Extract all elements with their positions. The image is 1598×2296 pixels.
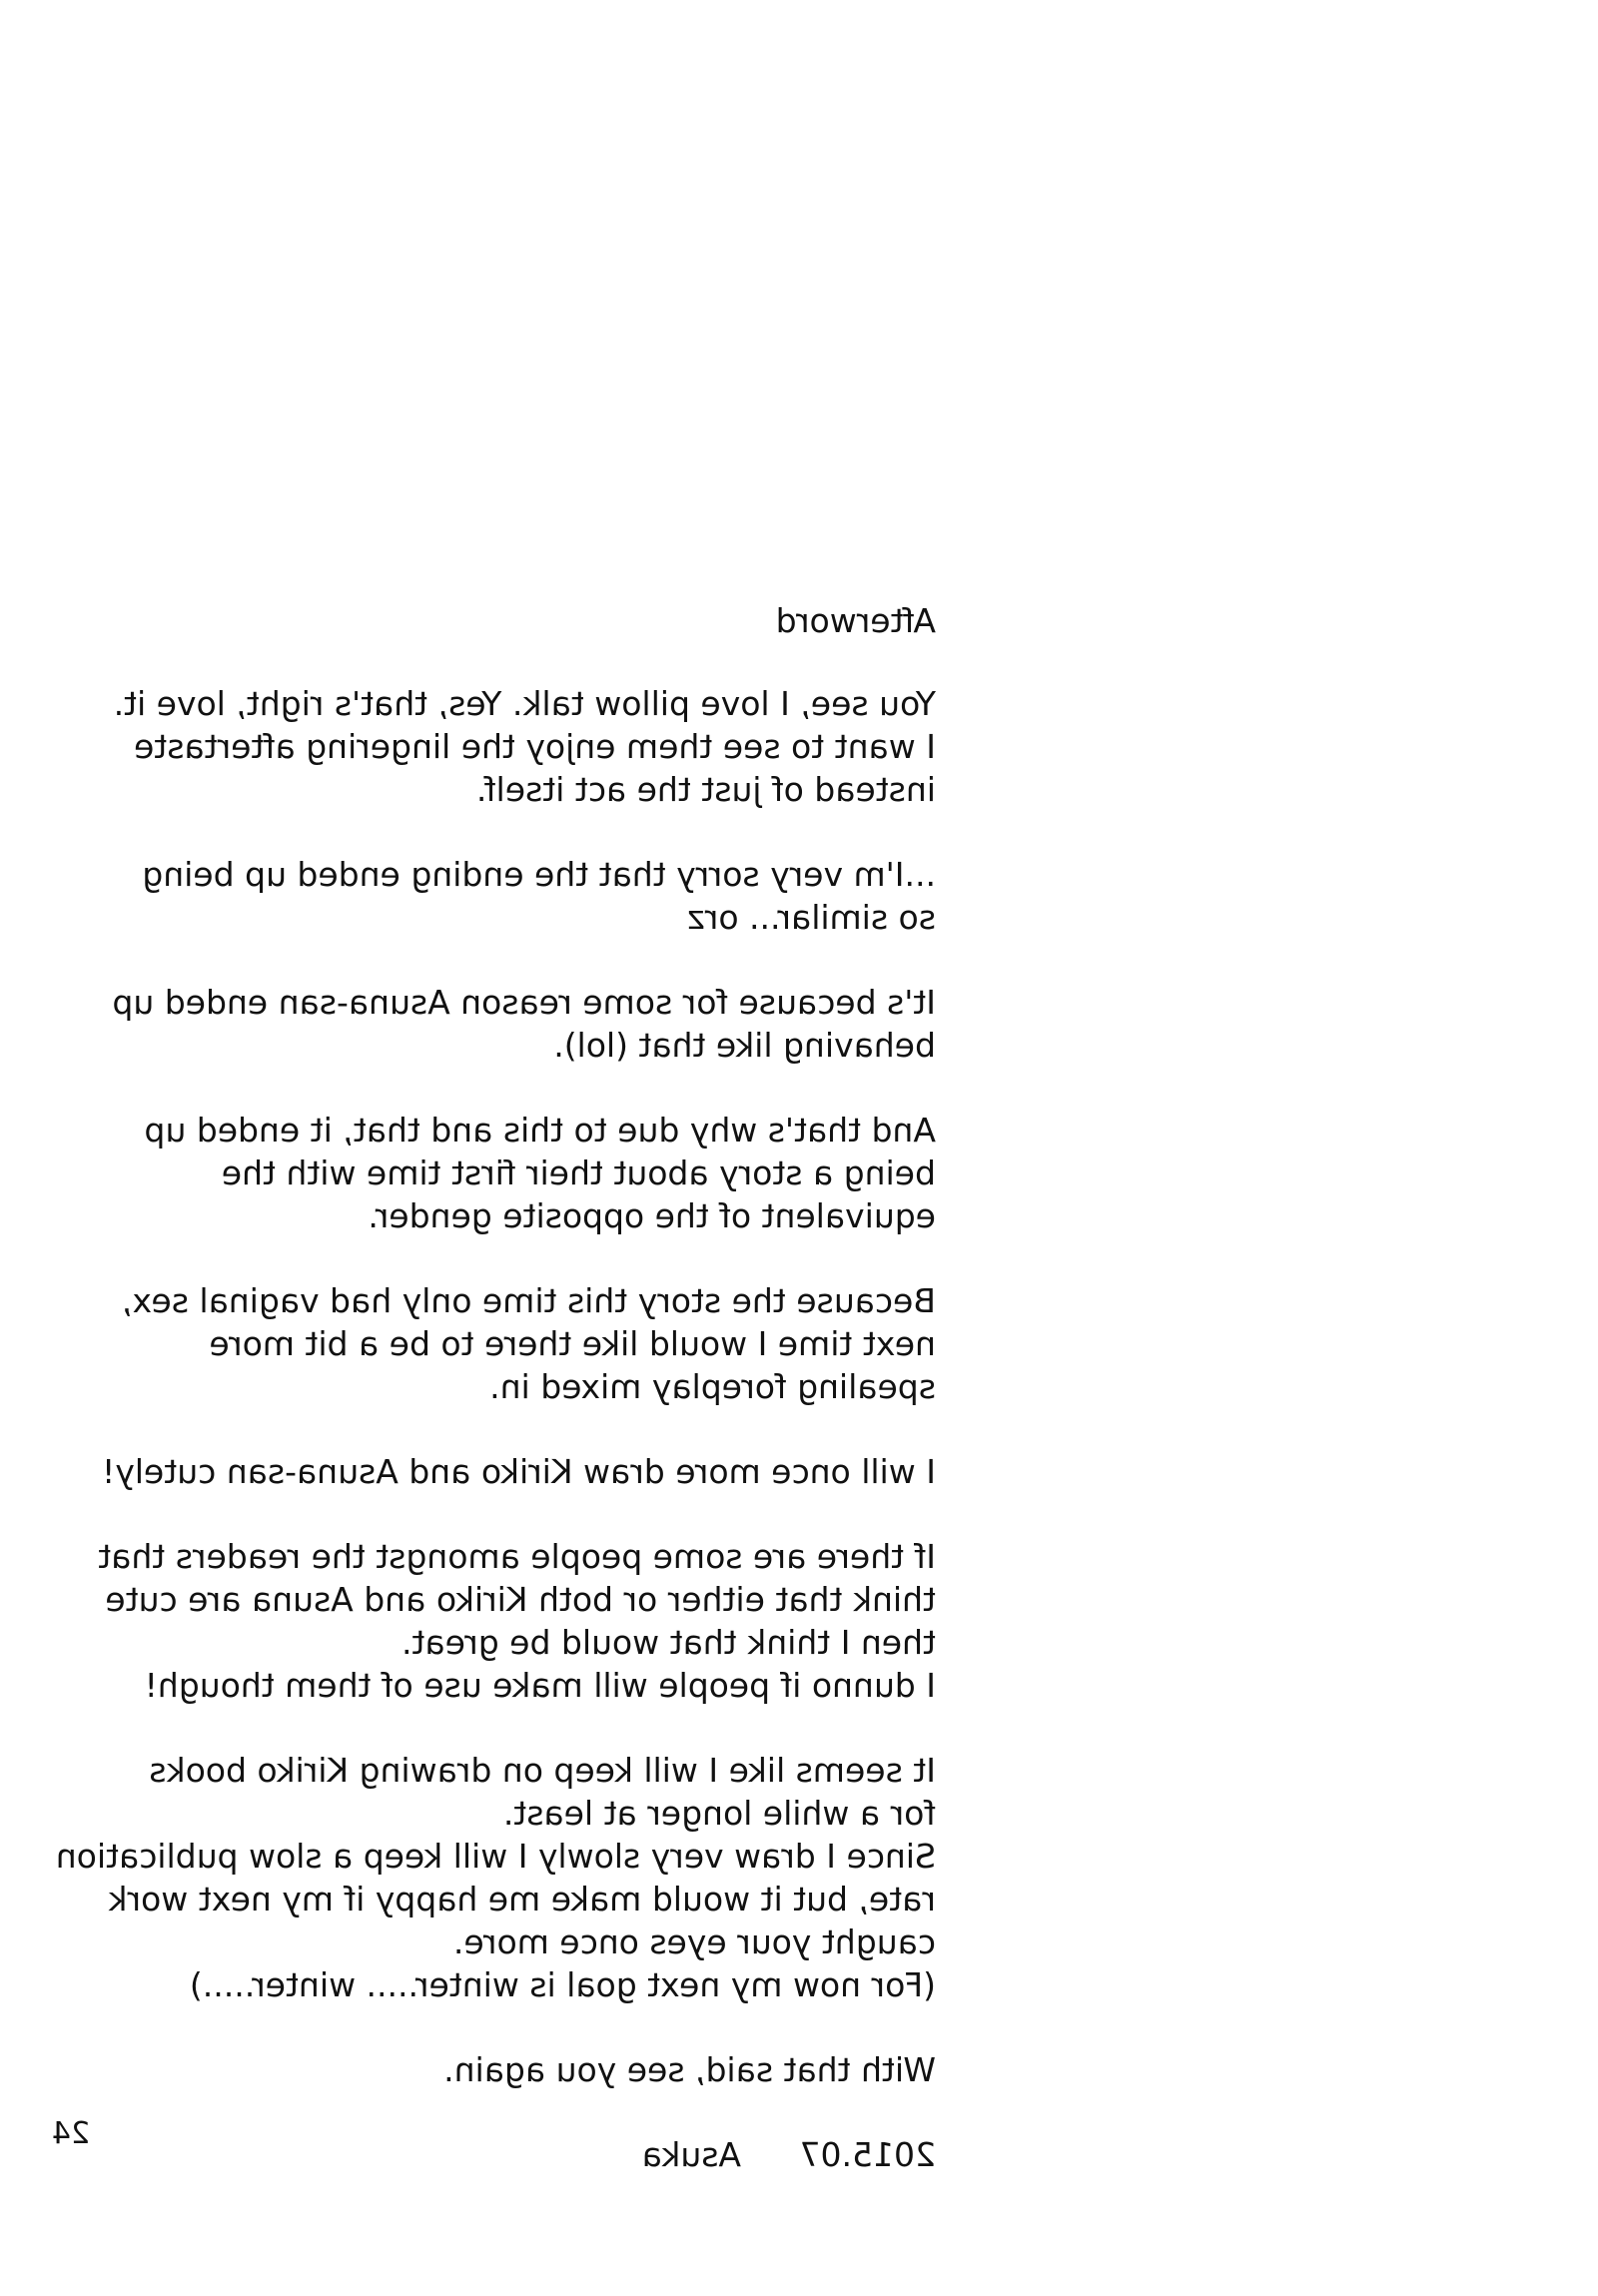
- text-line: I want to see them enjoy the lingering aftertaste: [134, 727, 936, 766]
- text-line: If there are some people amongst the readers that: [98, 1537, 936, 1576]
- text-line: behaving like that (lol).: [553, 1026, 936, 1065]
- text-line: so similar... orz: [687, 898, 936, 937]
- page-number: 24: [51, 2116, 90, 2151]
- paragraph-6: [57, 1450, 936, 1493]
- text-line: It seems like I will keep on drawing Kiriko books: [149, 1751, 936, 1790]
- paragraph-7: [57, 1535, 936, 1707]
- text-line: I dunno if people will make use of them though!: [144, 1666, 936, 1705]
- paragraph-8: [57, 1749, 936, 2006]
- text-line: then I think that would be great.: [400, 1623, 936, 1662]
- text-line: for a while longer at least.: [502, 1794, 936, 1833]
- text-line: spealing foreplay mixed in.: [489, 1367, 936, 1406]
- text-line: With that said, see you again.: [443, 2050, 936, 2089]
- text-line: caught your eyes once more.: [452, 1922, 936, 1961]
- paragraph-9: [57, 2048, 936, 2091]
- text-line: equivalent of the opposite gender.: [368, 1196, 936, 1235]
- page-title: Afterword: [775, 601, 936, 640]
- paragraph-4: [57, 1109, 936, 1237]
- text-line: You see, I love pillow talk. Yes, that's right, love it.: [113, 684, 936, 723]
- paragraph-2: [57, 853, 936, 939]
- paragraph-1: [57, 682, 936, 811]
- text-line: rate, but it would make me happy if my next work: [108, 1880, 936, 1918]
- text-line: next time I would like there to be a bit more: [209, 1324, 936, 1363]
- text-line: instead of just the act itself.: [475, 770, 936, 809]
- paragraph-3: [57, 981, 936, 1067]
- text-line: (For now my next goal is winter..... winter.....): [189, 1965, 936, 2004]
- text-line: Since I draw very slowly I will keep a slow publication: [55, 1837, 936, 1876]
- paragraph-5: [57, 1279, 936, 1408]
- text-line: It's because for some reason Asuna-san ended up: [112, 983, 936, 1022]
- signature-date: 2015.07: [799, 2135, 936, 2174]
- signature: [57, 2133, 936, 2176]
- text-line: ...I'm very sorry that the ending ended up being: [142, 855, 936, 894]
- text-line: Because the story this time only had vaginal sex,: [122, 1281, 936, 1320]
- text-line: being a story about their first time with the: [221, 1153, 936, 1192]
- afterword-column: [57, 599, 936, 2176]
- signature-author: Asuka: [641, 2135, 742, 2174]
- text-line: And that's why due to this and that, it ended up: [144, 1111, 936, 1149]
- text-line: think that either or both Kiriko and Asuna are cute: [105, 1580, 936, 1619]
- text-line: I will once more draw Kiriko and Asuna-san cutely!: [102, 1452, 936, 1491]
